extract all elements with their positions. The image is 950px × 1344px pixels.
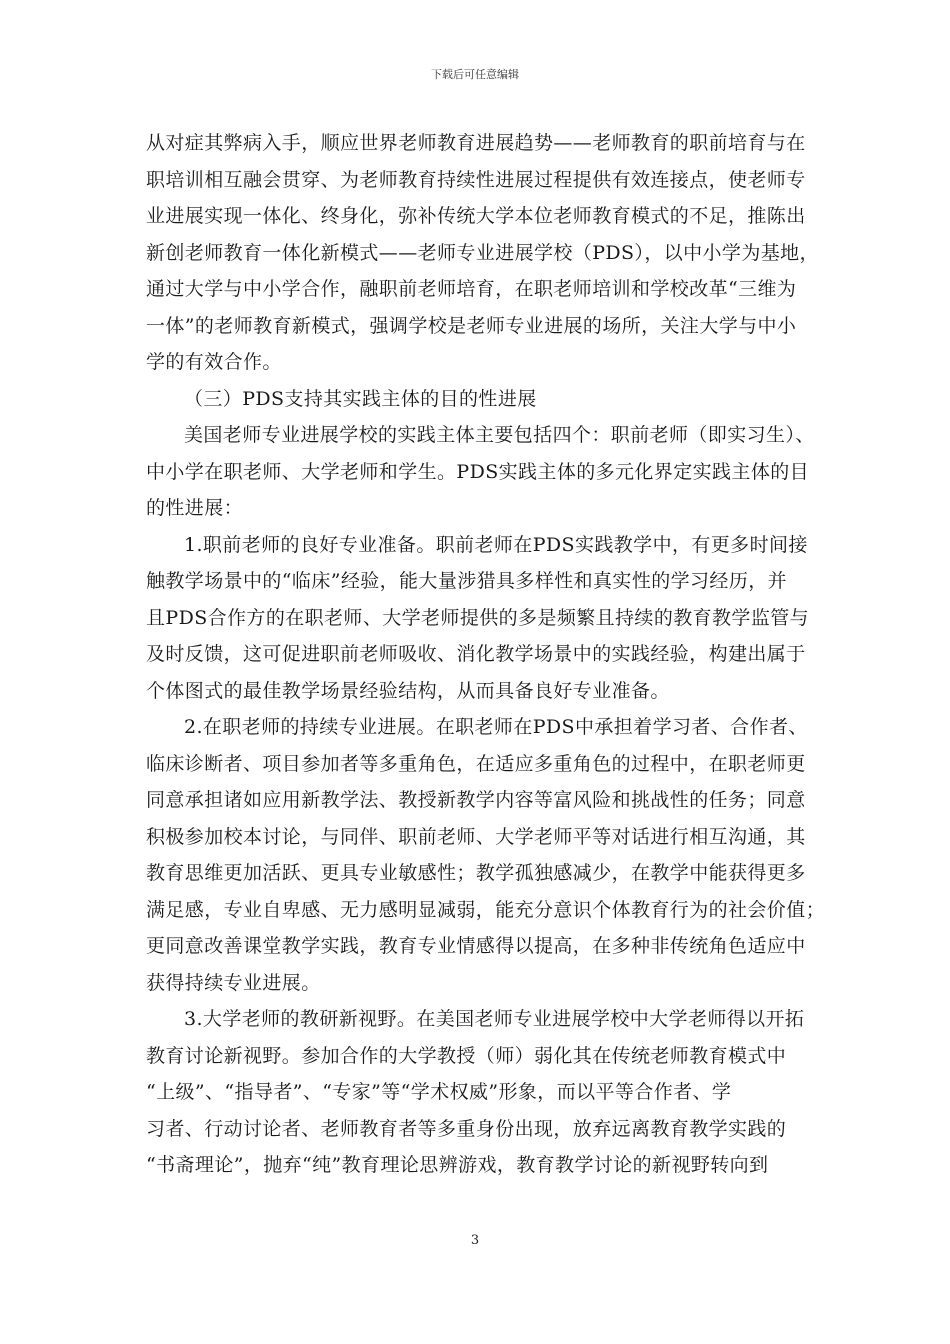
text-line: 个体图式的最佳教学场景经验结构，从而具备良好专业准备。 [146, 679, 670, 702]
text-line: 的性进展： [146, 497, 244, 519]
text-line: 通过大学与中小学合作，融职前老师培育，在职老师培训和学校改革“三维为 [146, 278, 797, 300]
text-line: 且PDS合作方的在职老师、大学老师提供的多是频繁且持续的教育教学监管与 [146, 606, 810, 629]
text-line: 临床诊断者、项目参加者等多重角色，在适应多重角色的过程中，在职老师更 [146, 752, 806, 775]
text-line: 触教学场景中的“临床”经验，能大量涉猎具多样性和真实性的学习经历，并 [146, 570, 788, 592]
text-line: 满足感，专业自卑感、无力感明显减弱，能充分意识个体教育行为的社会价值； [146, 898, 826, 921]
text-line: 业进展实现一体化、终身化，弥补传统大学本位老师教育模式的不足，推陈出 [146, 205, 806, 227]
text-line: 积极参加校本讨论，与同伴、职前老师、大学老师平等对话进行相互沟通，其 [146, 825, 806, 848]
page-header: 下载后可任意编辑 [431, 68, 519, 81]
text-line: 美国老师专业进展学校的实践主体主要包括四个：职前老师（即实习生）、 [184, 424, 815, 446]
text-line: 获得持续专业进展。 [146, 971, 321, 994]
page-number: 3 [470, 1233, 480, 1248]
text-line: 更同意改善课堂教学实践，教育专业情感得以提高，在多种非传统角色适应中 [146, 935, 806, 957]
text-line: 2.在职老师的持续专业进展。在职老师在PDS中承担着学习者、合作者、 [184, 716, 808, 738]
text-line: 学的有效合作。 [146, 351, 282, 373]
text-line: 中小学在职老师、大学老师和学生。PDS实践主体的多元化界定实践主体的目 [146, 460, 810, 483]
text-line: “书斋理论”，抛弃“纯”教育理论思辨游戏，教育教学讨论的新视野转向到 [146, 1154, 769, 1176]
body-text [146, 125, 826, 1184]
text-line: 习者、行动讨论者、老师教育者等多重身份出现，放弃远离教育教学实践的 [146, 1117, 787, 1140]
text-line: 新创老师教育一体化新模式——老师专业进展学校（PDS），以中小学为基地， [146, 241, 819, 264]
text-line: 同意承担诸如应用新教学法、教授新教学内容等富风险和挑战性的任务；同意 [146, 789, 806, 811]
text-line: 教育讨论新视野。参加合作的大学教授（师）弱化其在传统老师教育模式中 [146, 1044, 787, 1067]
text-line: “上级”、“指导者”、“专家”等“学术权威”形象，而以平等合作者、学 [146, 1081, 732, 1103]
text-line: 教育思维更加活跃、更具专业敏感性；教学孤独感减少，在教学中能获得更多 [146, 862, 806, 884]
text-line: 3.大学老师的教研新视野。在美国老师专业进展学校中大学老师得以开拓 [184, 1008, 805, 1030]
text-line: 职培训相互融会贯穿、为老师教育持续性进展过程提供有效连接点，使老师专 [146, 168, 806, 191]
text-line: 及时反馈，这可促进职前老师吸收、消化教学场景中的实践经验，构建出属于 [146, 643, 806, 665]
text-line: 一体”的老师教育新模式，强调学校是老师专业进展的场所，关注大学与中小 [146, 314, 797, 337]
text-line: 从对症其弊病入手，顺应世界老师教育进展趋势——老师教育的职前培育与在 [146, 132, 806, 154]
text-line: 1.职前老师的良好专业准备。职前老师在PDS实践教学中，有更多时间接 [184, 533, 808, 556]
section-heading: （三）PDS支持其实践主体的目的性进展 [184, 387, 537, 410]
